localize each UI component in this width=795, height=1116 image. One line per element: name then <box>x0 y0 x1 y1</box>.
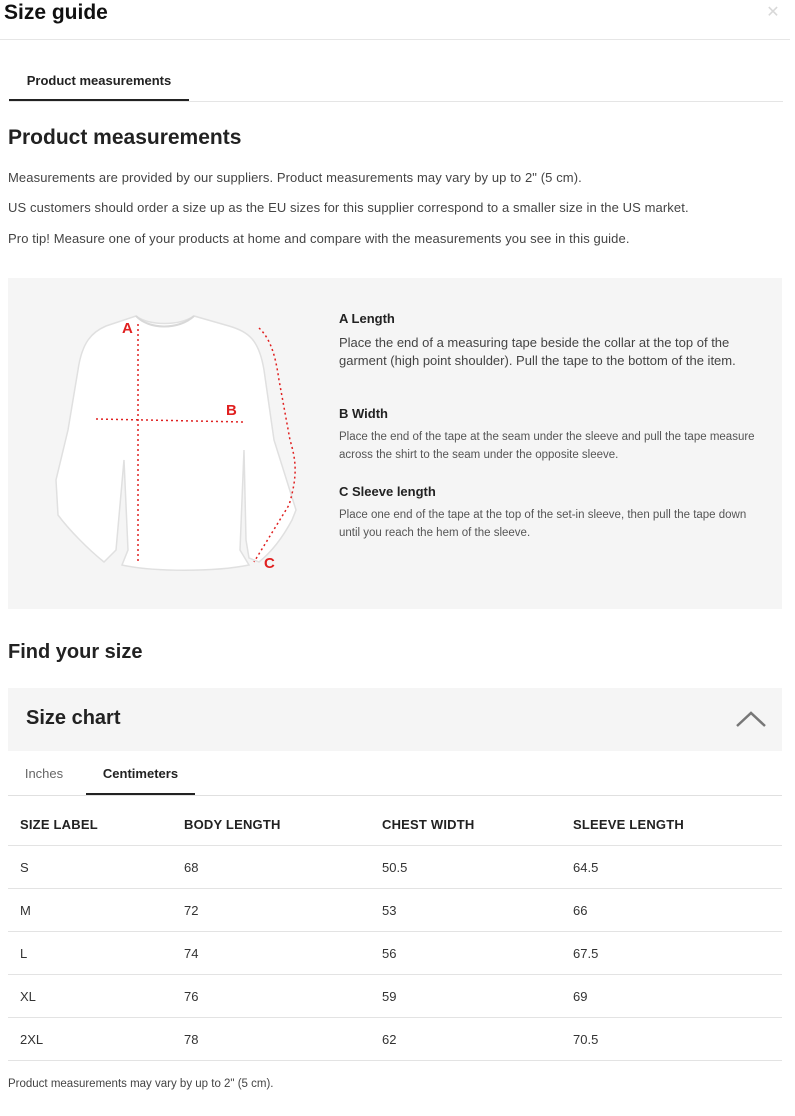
label-b: B <box>226 402 237 419</box>
measure-c-text: Place one end of the tape at the top of the set-in sleeve, then pull the tape down until you reach the hem of the sleeve. <box>339 509 747 539</box>
size-table <box>8 803 782 1061</box>
cell-size: XL <box>8 975 172 1018</box>
label-a: A <box>122 320 133 337</box>
cell-sleeve-length: 67.5 <box>561 932 782 975</box>
section-title: Product measurements <box>8 126 242 149</box>
cell-chest-width: 62 <box>370 1018 561 1061</box>
page-title: Size guide <box>4 1 108 24</box>
measure-b-title: B Width <box>339 406 388 421</box>
size-chart-title: Size chart <box>26 707 121 729</box>
tab-divider <box>9 101 783 102</box>
cell-sleeve-length: 70.5 <box>561 1018 782 1061</box>
sweatshirt-diagram <box>44 300 314 590</box>
cell-size: 2XL <box>8 1018 172 1061</box>
size-chart-header[interactable] <box>8 688 782 751</box>
cell-sleeve-length: 69 <box>561 975 782 1018</box>
intro-paragraph-2: US customers should order a size up as the EU sizes for this supplier correspond to a smaller size in the US market. <box>8 200 689 215</box>
intro-paragraph-1: Measurements are provided by our suppliers. Product measurements may vary by up to 2" (5 cm). <box>8 170 582 185</box>
find-size-title: Find your size <box>8 641 143 663</box>
close-icon[interactable]: ✕ <box>766 4 780 21</box>
table-row <box>8 932 782 975</box>
cell-chest-width: 56 <box>370 932 561 975</box>
measure-b-text: Place the end of the tape at the seam under the sleeve and pull the tape measure across the shirt to the seam under the opposite sleeve. <box>339 431 755 461</box>
cell-sleeve-length: 64.5 <box>561 846 782 889</box>
measure-a-title: A Length <box>339 311 395 326</box>
cell-sleeve-length: 66 <box>561 889 782 932</box>
measure-c-title: C Sleeve length <box>339 484 436 499</box>
header-divider <box>0 39 790 40</box>
cell-body-length: 72 <box>172 889 370 932</box>
cell-size: S <box>8 846 172 889</box>
sweatshirt-body <box>56 316 296 570</box>
cell-body-length: 68 <box>172 846 370 889</box>
cell-body-length: 78 <box>172 1018 370 1061</box>
cell-chest-width: 53 <box>370 889 561 932</box>
measure-a <box>339 311 759 370</box>
col-sleeve-length: SLEEVE LENGTH <box>561 803 782 846</box>
footnote: Product measurements may vary by up to 2" (5 cm). <box>8 1078 274 1090</box>
cell-body-length: 76 <box>172 975 370 1018</box>
chevron-up-icon[interactable] <box>734 708 768 730</box>
col-body-length: BODY LENGTH <box>172 803 370 846</box>
label-c: C <box>264 555 275 572</box>
cell-chest-width: 50.5 <box>370 846 561 889</box>
cell-chest-width: 59 <box>370 975 561 1018</box>
tab-product-measurements[interactable]: Product measurements <box>9 65 189 101</box>
intro-paragraph-3: Pro tip! Measure one of your products at home and compare with the measurements you see in this guide. <box>8 231 630 246</box>
unit-tabs-divider <box>8 795 782 796</box>
table-row <box>8 846 782 889</box>
table-header-row <box>8 803 782 846</box>
cell-body-length: 74 <box>172 932 370 975</box>
measure-c <box>339 484 759 542</box>
table-row <box>8 1018 782 1061</box>
tab-inches[interactable]: Inches <box>24 766 64 781</box>
table-row <box>8 975 782 1018</box>
tab-centimeters[interactable]: Centimeters <box>86 758 195 795</box>
col-size-label: SIZE LABEL <box>8 803 172 846</box>
table-row <box>8 889 782 932</box>
col-chest-width: CHEST WIDTH <box>370 803 561 846</box>
cell-size: M <box>8 889 172 932</box>
measure-b <box>339 406 759 464</box>
cell-size: L <box>8 932 172 975</box>
measure-a-text: Place the end of a measuring tape beside the collar at the top of the garment (high point shoulder). Pull the tape to the bottom of the item. <box>339 335 736 368</box>
